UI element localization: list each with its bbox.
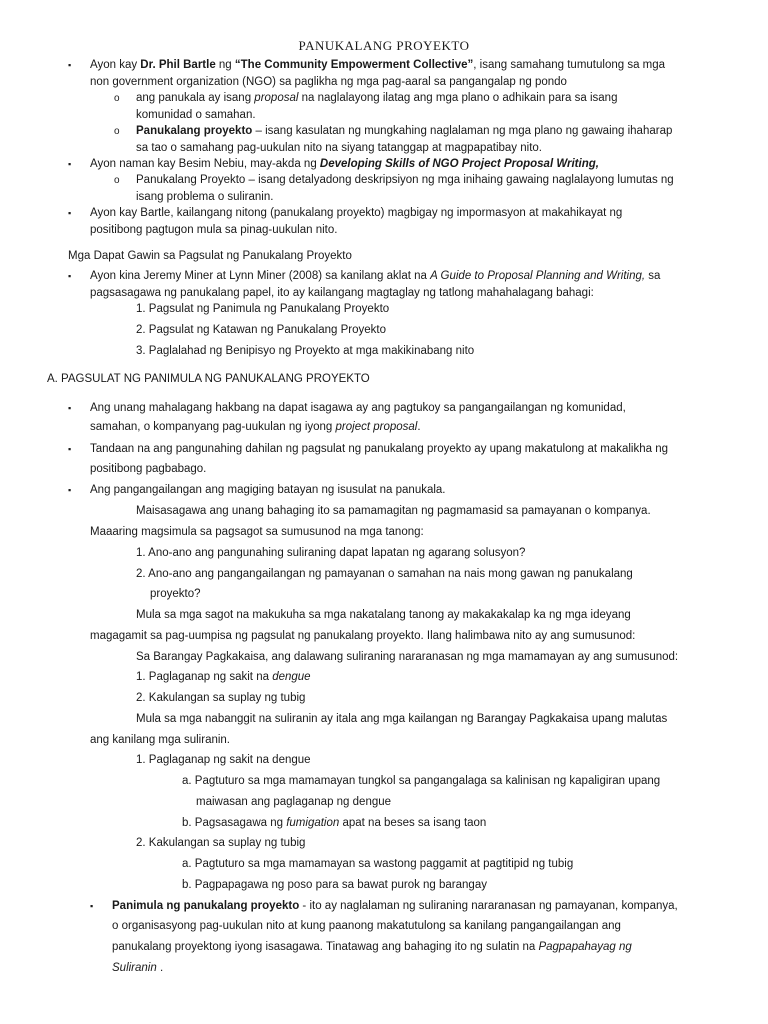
list-item: b. Pagsasagawa ng fumigation apat na beses sa isang taon <box>182 817 487 829</box>
section-heading: A. PAGSULAT NG PANIMULA NG PANUKALANG PROYEKTO <box>47 373 370 385</box>
list-item: maiwasan ang paglaganap ng dengue <box>196 796 392 808</box>
list-item: 2. Pagsulat ng Katawan ng Panukalang Proyekto <box>136 324 386 336</box>
paragraph-line: Ayon kina Jeremy Miner at Lynn Miner (2008) sa kanilang aklat na A Guide to Proposal Planning and Writing, sa <box>90 270 661 282</box>
list-item: 1. Paglaganap ng sakit na dengue <box>136 671 311 683</box>
paragraph-line: Ayon kay Bartle, kailangang nitong (panukalang proyekto) magbigay ng impormasyon at makahikayat ng <box>90 207 623 219</box>
paragraph-line: Ayon naman kay Besim Nebiu, may-akda ng Developing Skills of NGO Project Proposal Writing, <box>90 158 599 170</box>
bullet-icon: ▪ <box>90 901 94 911</box>
list-item: 1. Pagsulat ng Panimula ng Panukalang Proyekto <box>136 303 390 315</box>
paragraph-line: Sa Barangay Pagkakaisa, ang dalawang suliraning nararanasan ng mga mamamayan ay ang sumusunod: <box>136 651 679 663</box>
paragraph-line: pagsasagawa ng panukalang papel, ito ay kailangang magtaglay ng tatlong mahahalagang bahagi: <box>90 287 594 299</box>
paragraph-line: Maaaring magsimula sa pagsagot sa sumusunod na mga tanong: <box>90 526 424 538</box>
paragraph-line: Panukalang proyekto – isang kasulatan ng mungkahing naglalaman ng mga plano ng gawaing ihaharap <box>136 125 673 137</box>
list-item: 2. Ano-ano ang pangangailangan ng pamayanan o samahan na nais mong gawan ng panukalang <box>136 568 633 580</box>
paragraph-line: ang kanilang mga suliranin. <box>90 734 231 746</box>
list-item: 1. Paglaganap ng sakit na dengue <box>136 754 311 766</box>
list-item: b. Pagpapagawa ng poso para sa bawat purok ng barangay <box>182 879 487 891</box>
bullet-icon: ▪ <box>68 271 72 281</box>
paragraph-line: o organisasyong pag-uukulan nito at kung paanong makatutulong sa kanilang pangangailangan ang <box>112 920 621 932</box>
paragraph-line: sa tao o samahang pag-uukulan nito na siyang tatanggap at magpapatibay nito. <box>136 142 542 154</box>
paragraph-line: Maisasagawa ang unang bahaging ito sa pamamagitan ng pagmamasid sa pamayanan o kompanya. <box>136 505 651 517</box>
paragraph-line: Ang pangangailangan ang magiging batayan ng isusulat na panukala. <box>90 484 446 496</box>
paragraph-line: samahan, o kompanyang pag-uukulan ng iyong project proposal. <box>90 421 421 433</box>
list-item: a. Pagtuturo sa mga mamamayan tungkol sa pangangalaga sa kalinisan ng kapaligiran upang <box>182 775 661 787</box>
paragraph-line: Panukalang Proyekto – isang detalyadong deskripsiyon ng mga inihaing gawaing naglalayong lumutas ng <box>136 174 674 186</box>
bullet-icon: ▪ <box>68 403 72 413</box>
list-item: a. Pagtuturo sa mga mamamayan sa wastong paggamit at pagtitipid ng tubig <box>182 858 574 870</box>
list-item: 2. Kakulangan sa suplay ng tubig <box>136 692 306 704</box>
paragraph-line: panukalang proyektong iyong isasagawa. Tinatawag ang bahaging ito ng sulatin na Pagpapahayag ng <box>112 941 632 953</box>
paragraph-line: Panimula ng panukalang proyekto - ito ay naglalaman ng suliraning nararanasan ng pamayanan, kompanya, <box>112 900 678 912</box>
paragraph-line: positibong pagtugon mula sa pinag-uukulan nito. <box>90 224 338 236</box>
paragraph-line: Mula sa mga nabanggit na suliranin ay itala ang mga kailangan ng Barangay Pagkakaisa upang malutas <box>136 713 668 725</box>
paragraph-line: ang panukala ay isang proposal na naglalayong ilatag ang mga plano o adhikain para sa isang <box>136 92 618 104</box>
paragraph-line: Mula sa mga sagot na makukuha sa mga nakatalang tanong ay makakakalap ka ng mga ideyang <box>136 609 631 621</box>
circle-bullet-icon: o <box>114 93 120 104</box>
paragraph-line: Ayon kay Dr. Phil Bartle ng “The Community Empowerment Collective”, isang samahang tumutulong sa mga <box>90 59 666 71</box>
list-item: 2. Kakulangan sa suplay ng tubig <box>136 837 306 849</box>
bullet-icon: ▪ <box>68 159 72 169</box>
circle-bullet-icon: o <box>114 175 120 186</box>
paragraph-line: Tandaan na ang pangunahing dahilan ng pagsulat ng panukalang proyekto ay upang makatulong at makalikha ng <box>90 443 669 455</box>
paragraph-line: non government organization (NGO) sa paglikha ng mga pag-aaral sa pangangalap ng pondo <box>90 76 567 88</box>
paragraph-line: komunidad o samahan. <box>136 109 256 121</box>
paragraph-line: magagamit sa pag-uumpisa ng pagsulat ng panukalang proyekto. Ilang halimbawa nito ay ang sumusunod: <box>90 630 636 642</box>
paragraph-line: Suliranin . <box>112 962 164 974</box>
paragraph-line: isang problema o suliranin. <box>136 191 274 203</box>
bullet-icon: ▪ <box>68 485 72 495</box>
list-item: 1. Ano-ano ang pangunahing suliraning dapat lapatan ng agarang solusyon? <box>136 547 526 559</box>
bullet-icon: ▪ <box>68 208 72 218</box>
paragraph-line: Ang unang mahalagang hakbang na dapat isagawa ay ang pagtukoy sa pangangailangan ng komunidad, <box>90 402 626 414</box>
circle-bullet-icon: o <box>114 126 120 137</box>
list-item: proyekto? <box>150 588 201 600</box>
list-item: 3. Paglalahad ng Benipisyo ng Proyekto at mga makikinabang nito <box>136 345 475 357</box>
document-title: PANUKALANG PROYEKTO <box>298 38 470 53</box>
paragraph-line: positibong pagbabago. <box>90 463 207 475</box>
bullet-icon: ▪ <box>68 444 72 454</box>
bullet-icon: ▪ <box>68 60 72 70</box>
section-heading: Mga Dapat Gawin sa Pagsulat ng Panukalang Proyekto <box>68 250 352 262</box>
